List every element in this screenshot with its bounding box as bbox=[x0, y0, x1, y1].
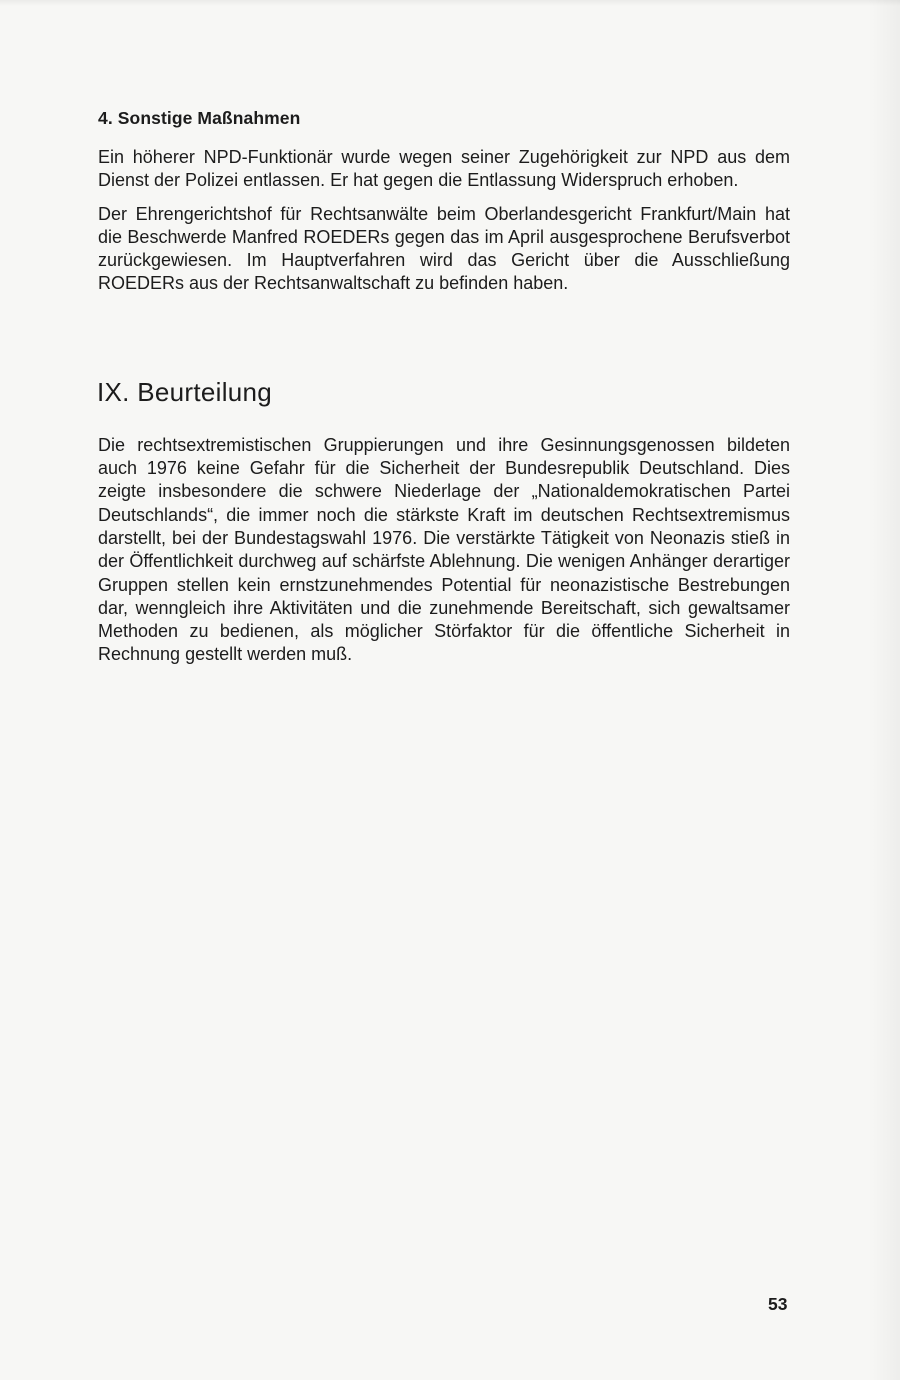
section-paragraph-2: Der Ehrengerichtshof für Rechtsanwälte beim Oberlandesgericht Frankfurt/​Main hat die Beschwerde Manfred ROEDERs gegen das im April ausgesprochene Berufsverbot zurückgewiesen. Im Hauptverfahren wird das Gericht über die Ausschließung ROEDERs aus der Rechtsanwaltschaft zu befinden haben. bbox=[98, 203, 790, 294]
section-heading: 4. Sonstige Maßnahmen bbox=[98, 108, 301, 128]
page-number: 53 bbox=[768, 1294, 788, 1314]
scan-edge-shadow bbox=[868, 0, 900, 1380]
chapter-heading: IX. Beurteilung bbox=[97, 376, 273, 407]
chapter-paragraph: Die rechtsextremistischen Gruppierungen und ihre Gesinnungsgenossen bildeten auch 1976 keine Gefahr für die Sicherheit der Bundesrepublik Deutschland. Dies zeigte insbesondere die schwere Niederlage der „Nationaldemokratischen Partei Deutschlands“, die immer noch die stärkste Kraft im deutschen Rechtsextremismus darstellt, bei der Bundestagswahl 1976. Die verstärkte Tätigkeit von Neonazis stieß in der Öffentlichkeit durchweg auf schärfste Ablehnung. Die wenigen Anhänger derartiger Gruppen stellen kein ernstzunehmendes Potential für neonazistische Bestrebungen dar, wenngleich ihre Aktivitäten und die zunehmende Bereitschaft, sich gewaltsamer Methoden zu bedienen, als möglicher Störfaktor für die öffentliche Sicherheit in Rechnung gestellt werden muß. bbox=[98, 434, 790, 665]
scan-top-shadow bbox=[0, 0, 900, 6]
section-paragraph-1: Ein höherer NPD-Funktionär wurde wegen seiner Zugehörigkeit zur NPD aus dem Dienst der Polizei entlassen. Er hat gegen die Entlassung Widerspruch erhoben. bbox=[98, 147, 790, 191]
page-content bbox=[98, 106, 790, 667]
